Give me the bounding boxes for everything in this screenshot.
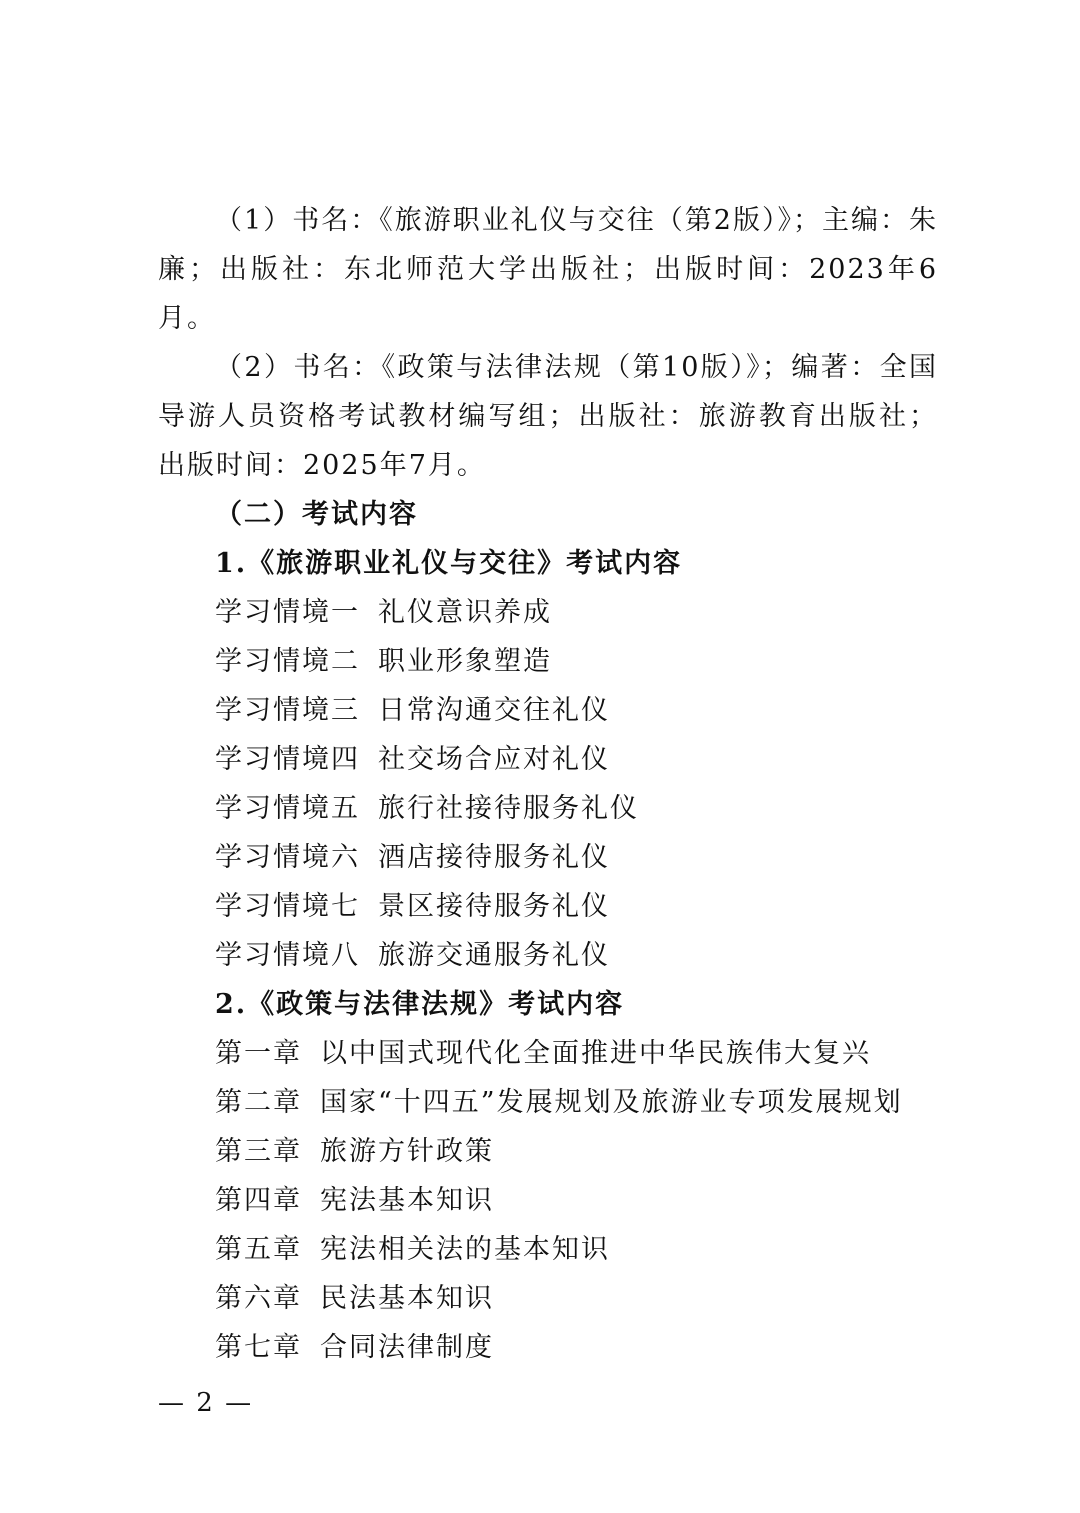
item-text: 宪法基本知识 [320,1185,494,1216]
item-text: 合同法律制度 [320,1332,494,1363]
list-item [158,1127,938,1176]
item-label: 学习情境五 [215,793,360,824]
item-label: 学习情境三 [215,695,360,726]
item-label: 第二章 [215,1087,302,1118]
item-text: 景区接待服务礼仪 [378,891,610,922]
item-text: 旅游交通服务礼仪 [378,940,610,971]
item-text: 日常沟通交往礼仪 [378,695,610,726]
list-item [158,1029,938,1078]
list-item [158,735,938,784]
item-text: 旅行社接待服务礼仪 [378,793,639,824]
part2-title: 2.《政策与法律法规》考试内容 [215,989,625,1020]
reference-2: （2）书名：《政策与法律法规（第10版）》；编著：全国导游人员资格考试教材编写组；出版社：旅游教育出版社；出版时间：2025年7月。 [158,352,938,481]
item-label: 第三章 [215,1136,302,1167]
item-label: 第四章 [215,1185,302,1216]
item-text: 礼仪意识养成 [378,597,552,628]
item-label: 学习情境一 [215,597,360,628]
reference-1: （1）书名：《旅游职业礼仪与交往（第2版）》；主编：朱廉；出版社：东北师范大学出版社；出版时间：2023年6月。 [158,205,938,334]
item-text: 宪法相关法的基本知识 [320,1234,610,1265]
list-item [158,686,938,735]
item-text: 国家“十四五”发展规划及旅游业专项发展规划 [320,1087,903,1118]
list-item [158,588,938,637]
section-heading: （二）考试内容 [215,499,418,530]
item-label: 学习情境二 [215,646,360,677]
item-label: 学习情境八 [215,940,360,971]
item-label: 第一章 [215,1038,302,1069]
part1-list [158,588,938,980]
list-item [158,784,938,833]
list-item [158,882,938,931]
item-text: 社交场合应对礼仪 [378,744,610,775]
page-content [158,196,938,1372]
item-label: 第六章 [215,1283,302,1314]
item-label: 学习情境四 [215,744,360,775]
list-item [158,1323,938,1372]
item-text: 民法基本知识 [320,1283,494,1314]
item-text: 以中国式现代化全面推进中华民族伟大复兴 [320,1038,871,1069]
list-item [158,1176,938,1225]
list-item [158,833,938,882]
list-item [158,931,938,980]
page-number: — 2 — [158,1388,254,1418]
item-text: 酒店接待服务礼仪 [378,842,610,873]
list-item [158,637,938,686]
list-item [158,1274,938,1323]
item-text: 职业形象塑造 [378,646,552,677]
part1-title: 1.《旅游职业礼仪与交往》考试内容 [215,548,683,579]
item-text: 旅游方针政策 [320,1136,494,1167]
list-item [158,1078,938,1127]
part2-list [158,1029,938,1372]
item-label: 学习情境六 [215,842,360,873]
item-label: 第五章 [215,1234,302,1265]
list-item [158,1225,938,1274]
item-label: 学习情境七 [215,891,360,922]
item-label: 第七章 [215,1332,302,1363]
